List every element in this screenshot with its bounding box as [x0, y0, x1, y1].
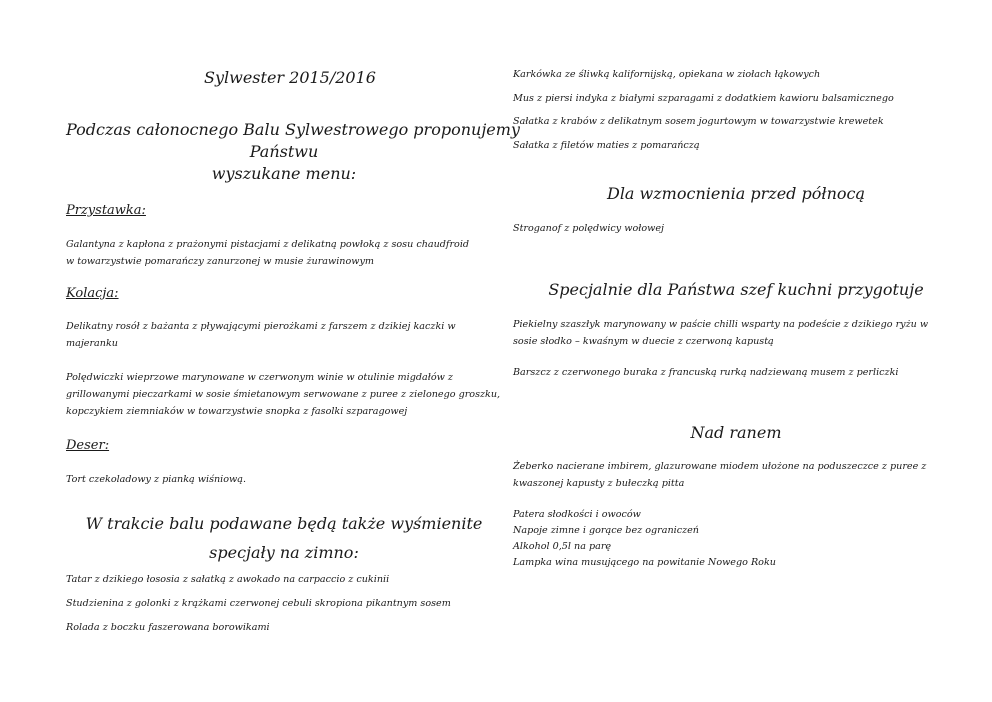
section-heading-starter: Przystawka: — [66, 203, 146, 218]
menu-title: Sylwester 2015/2016 — [204, 68, 376, 87]
intro-line-1: Podczas całonocnego Balu Sylwestrowego proponujemy — [66, 120, 520, 139]
cold-item: Tatar z dzikiego łososia z sałatką z awokado na carpaccio z cukinii — [66, 574, 390, 585]
chef-item-1: Piekielny szaszłyk marynowany w paście chilli wsparty na podeście z dzikiego ryżu w sosie słodko – kwaśnym w duecie z czerwoną kapustą — [513, 319, 929, 347]
cold-heading-line-2: specjały na zimno: — [209, 543, 359, 562]
section-heading-chef: Specjalnie dla Państwa szef kuchni przygotuje — [548, 280, 924, 299]
cold-item: Sałatka z krabów z delikatnym sosem jogurtowym w towarzystwie krewetek — [513, 116, 884, 127]
intro-line-3: wyszukane menu: — [211, 164, 357, 183]
section-heading-midnight: Dla wzmocnienia przed północą — [606, 184, 865, 203]
cold-item: Studzienina z golonki z krążkami czerwonej cebuli skropiona pikantnym sosem — [66, 598, 451, 609]
starter-item: Galantyna z kapłona z prażonymi pistacjami z delikatną powłoką z sosu chaudfroid w towarzystwie pomarańczy zanurzonej w musie żurawinowym — [66, 239, 470, 267]
section-heading-morning: Nad ranem — [690, 423, 782, 442]
cold-heading-line-1: W trakcie balu podawane będą także wyśmienite — [85, 514, 483, 533]
extra-item: Alkohol 0,5l na parę — [513, 541, 612, 552]
cold-item: Mus z piersi indyka z białymi szparagami z dodatkiem kawioru balsamicznego — [513, 93, 894, 104]
section-heading-dessert: Deser: — [66, 438, 110, 453]
dessert-item: Tort czekoladowy z pianką wiśniową. — [66, 474, 247, 485]
chef-item-2: Barszcz z czerwonego buraka z francuską rurką nadziewaną musem z perliczki — [513, 367, 899, 378]
dinner-item-1: Delikatny rosół z bażanta z pływającymi pierożkami z farszem z dzikiej kaczki w majeranku — [66, 321, 456, 349]
dinner-item-2: Polędwiczki wieprzowe marynowane w czerwonym winie w otulinie migdałów z grillowanymi pieczarkami w sosie śmietanowym serwowane z puree z zielonego groszku, kopczykiem ziemniaków w towarzystwie snopka z fasolki szparagowej — [66, 372, 501, 417]
extra-item: Lampka wina musującego na powitanie Nowego Roku — [513, 557, 776, 568]
cold-item: Rolada z boczku faszerowana borowikami — [66, 622, 270, 633]
extra-item: Patera słodkości i owoców — [513, 509, 641, 520]
intro-line-2: Państwu — [249, 142, 319, 161]
midnight-item: Stroganof z polędwicy wołowej — [513, 223, 664, 234]
section-heading-dinner: Kolacja: — [66, 286, 119, 301]
extra-item: Napoje zimne i gorące bez ograniczeń — [513, 525, 699, 536]
cold-item: Sałatka z filetów maties z pomarańczą — [513, 140, 700, 151]
cold-item: Karkówka ze śliwką kalifornijską, opiekana w ziołach łąkowych — [513, 69, 821, 80]
morning-item-1: Żeberko nacierane imbirem, glazurowane miodem ułożone na poduszeczce z puree z kwaszonej kapusty z bułeczką pitta — [513, 461, 927, 489]
